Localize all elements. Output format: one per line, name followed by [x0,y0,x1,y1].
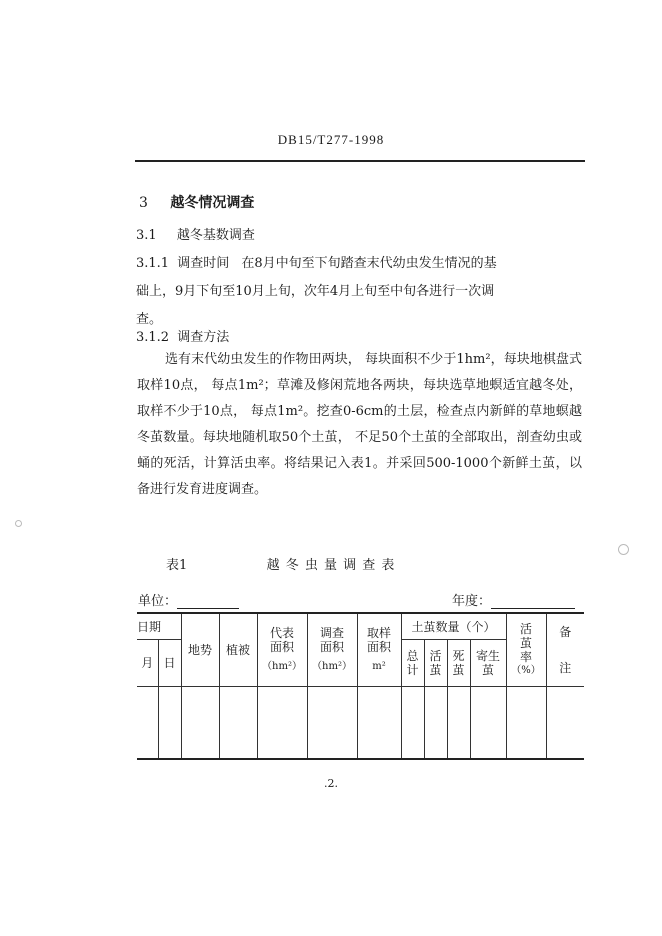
table-cell [506,687,546,759]
unit-blank [177,608,239,609]
sample-area-unit: m² [372,661,386,672]
subsection-title: 越冬基数调查 [176,228,255,243]
item-311-text: 在8月中旬至下旬踏查末代幼虫发生情况的基 [241,256,497,271]
year-blank [491,608,575,609]
survey-area-label: 调查面积 [319,626,344,654]
rep-area-label: 代表面积 [269,626,294,654]
method-paragraph: 选有末代幼虫发生的作物田两块， 每块面积不少于1hm²，每块地棋盘式取样10点， 每点1m²；草滩及修闲荒地各两块，每块选草地螟适宜越冬处， 取样不少于10点， 每点1m²。挖查0-6cm的土层，检查点内新鲜的草地螟越冬茧数量。每块地随机取50个土茧， 不足50个土茧的全部取出，剖查幼虫或蛹的死活，计算活虫率。将结果记入表1。并采回500-1000个新鲜土茧，以备进行发育进度调查。 [137,352,582,497]
subsection-number: 3.1 [136,228,157,243]
header-cocoon-count: 土茧数量（个） [401,613,506,640]
total-label: 总计 [406,649,419,678]
table-cell [181,687,219,759]
header-remarks [546,613,584,687]
table-title: 越 冬 虫 量 调 查 表 [266,558,396,573]
survey-table [137,612,584,760]
table-cell [137,687,158,759]
subsection-heading [136,222,255,250]
header-sample-area [357,613,401,687]
header-total [401,640,424,687]
year-label: 年度： [452,594,492,609]
survey-area-unit: （hm²） [312,661,352,672]
table-label: 表1 [166,558,188,573]
table-cell [424,687,447,759]
remarks-label: 备注 [559,625,572,675]
header-terrain: 地势 [181,613,219,687]
header-survey-area [307,613,357,687]
table-cell [447,687,470,759]
header-parasitized [470,640,506,687]
parasitized-label: 寄生茧 [475,649,500,678]
table-cell [219,687,257,759]
standard-code: DB15/T277-1998 [277,132,385,147]
table-cell [307,687,357,759]
year-row [452,590,575,609]
dead-label: 死茧 [452,649,465,678]
item-311 [136,250,586,334]
item-311-line-1 [136,250,586,278]
header-date: 日期 [137,613,181,640]
scan-speck [618,544,629,555]
header-rule [135,160,585,162]
live-rate-unit: （%） [511,665,541,676]
unit-label: 单位： [138,594,178,609]
item-311-line-2: 础上，9月下旬至10月上旬，次年4月上旬至中旬各进行一次调 [136,284,495,299]
header-dead [447,640,470,687]
rep-area-unit: （hm²） [262,661,302,672]
item-312-number: 3.1.2 [136,330,170,345]
page-number: .2. [324,777,338,790]
table-cell [470,687,506,759]
table-cell [357,687,401,759]
header-day: 日 [158,640,181,687]
header-vegetation: 植被 [219,613,257,687]
live-rate-label: 活茧率 [519,622,532,664]
unit-row [138,590,239,609]
section-number: 3 [139,195,148,211]
table-cell [158,687,181,759]
table-cell [257,687,307,759]
table-header-row-1 [137,613,584,640]
item-311-title: 调查时间 [177,256,230,271]
table-row [137,687,584,759]
header-rep-area [257,613,307,687]
live-label: 活茧 [429,649,442,678]
item-312-title: 调查方法 [177,330,230,345]
section-title: 越冬情况调查 [170,195,255,211]
header-live [424,640,447,687]
table-cell [546,687,584,759]
item-311-line-3: 查。 [136,312,163,327]
section-heading [139,192,254,212]
table-cell [401,687,424,759]
sample-area-label: 取样面积 [366,626,391,654]
item-311-number: 3.1.1 [136,256,170,271]
scan-speck [15,520,22,527]
header-live-rate [506,613,546,687]
header-month: 月 [137,640,158,687]
